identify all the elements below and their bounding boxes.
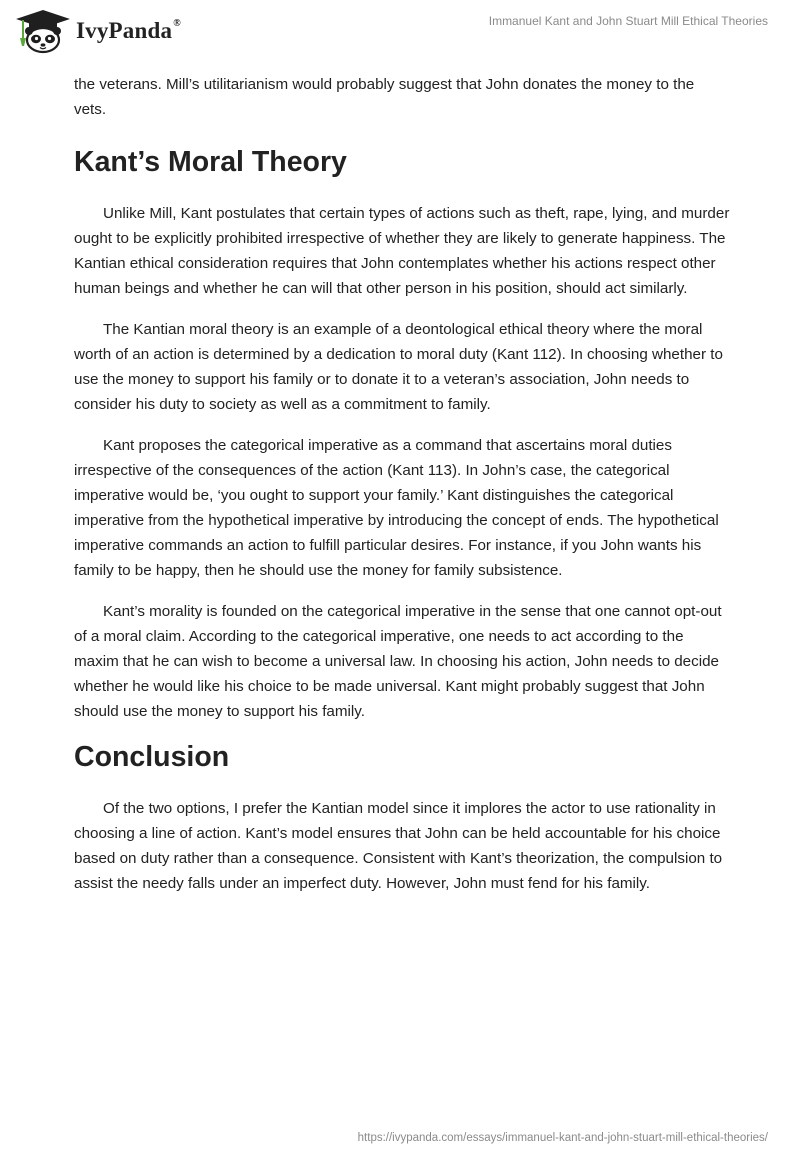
kant-paragraph: Unlike Mill, Kant postulates that certain types of actions such as theft, rape, lying, and murder ought to be explicitly prohibited irrespective of whether they are likely to generate happiness. The Kantian ethical consideration requires that John contemplates whether his actions respect other human beings and whether he can will that other person in his position, should act similarly. (74, 205, 730, 297)
page-header (0, 0, 800, 60)
footer-url[interactable]: https://ivypanda.com/essays/immanuel-kant-and-john-stuart-mill-ethical-theories/ (357, 1132, 768, 1144)
document-title: Immanuel Kant and John Stuart Mill Ethical Theories (488, 14, 768, 28)
kant-paragraph: The Kantian moral theory is an example of a deontological ethical theory where the moral worth of an action is determined by a dedication to moral duty (Kant 112). In choosing whether to use the money to support his family or to donate it to a veteran’s association, John needs to consider his duty to society as well as a commitment to family. (74, 321, 723, 413)
essay-content (74, 72, 730, 912)
conclusion-heading: Conclusion (74, 741, 230, 773)
conclusion-paragraph: Of the two options, I prefer the Kantian model since it implores the actor to use rationality in choosing a line of action. Kant’s model ensures that John can be held accountable for his choice based on duty rather than a consequence. Consistent with Kant’s theorization, the compulsion to assist the needy falls under an imperfect duty. However, John must fend for his family. (74, 800, 723, 892)
kant-heading: Kant’s Moral Theory (74, 146, 347, 178)
kant-paragraph: Kant’s morality is founded on the categorical imperative in the sense that one cannot opt-out of a moral claim. According to the categorical imperative, one needs to act according to the maxim that he can wish to become a universal law. In choosing his action, John needs to decide whether he would like his choice to be made universal. Kant might probably suggest that John should use the money to support his family. (74, 603, 722, 720)
kant-paragraph: Kant proposes the categorical imperative as a command that ascertains moral duties irrespective of the consequences of the action (Kant 113). In John’s case, the categorical imperative would be, ‘you ought to support your family.’ Kant distinguishes the categorical imperative from the hypothetical imperative by introducing the concept of ends. The hypothetical imperative commands an action to fulfill particular desires. For instance, if you John wants his family to be happy, then he should use the money for family subsistence. (74, 437, 719, 579)
ivypanda-logo[interactable] (14, 8, 181, 54)
intro-paragraph: the veterans. Mill’s utilitarianism would probably suggest that John donates the money to the vets. (74, 76, 695, 118)
panda-logo-icon (14, 8, 72, 54)
brand-name: IvyPanda® (76, 18, 181, 43)
